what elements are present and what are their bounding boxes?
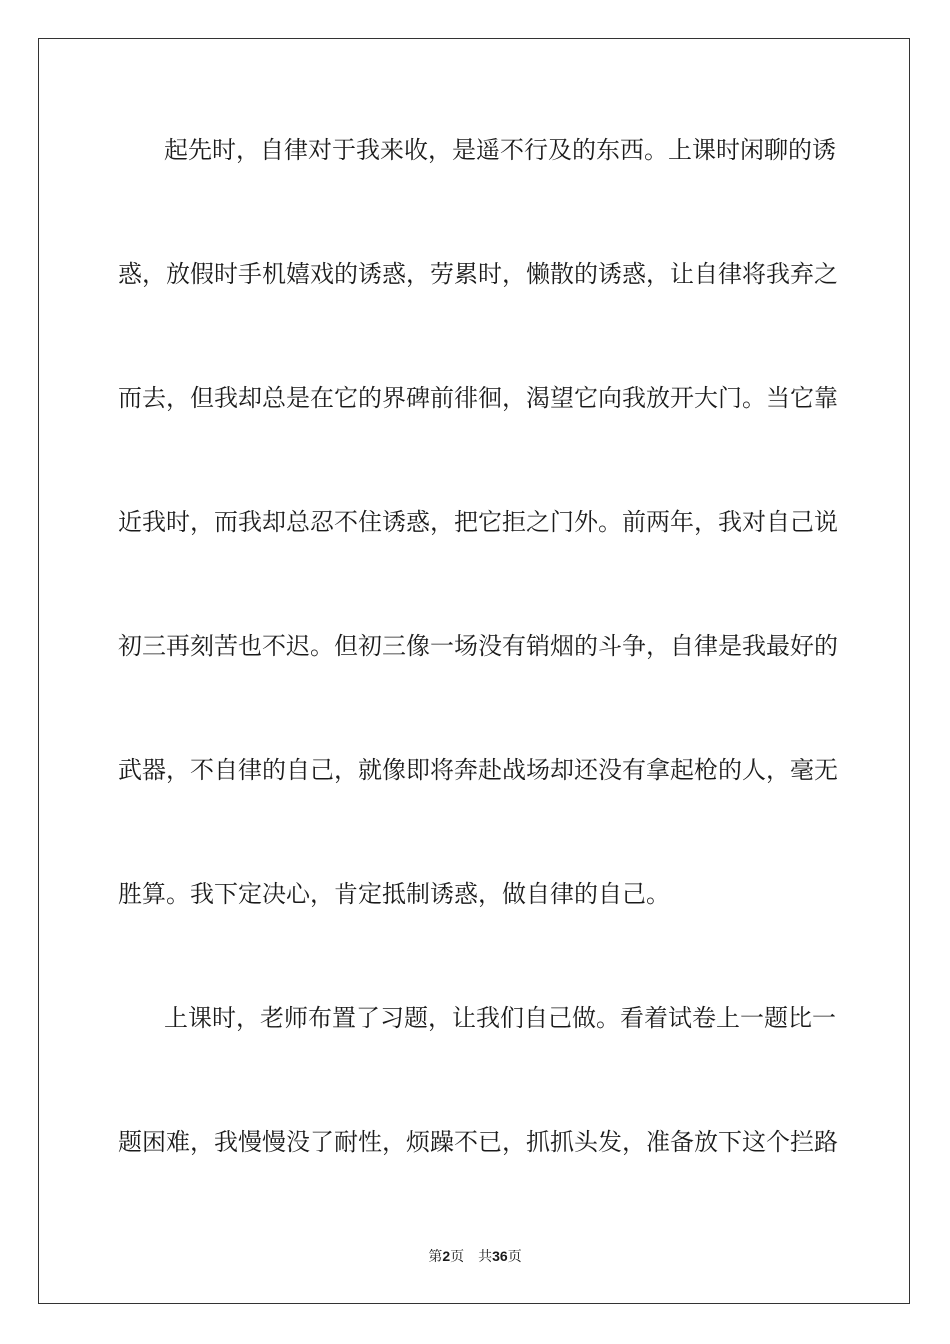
paragraph-1-line-7: 胜算。我下定决心，肯定抵制诱惑，做自律的自己。 [118, 880, 670, 908]
page-border [38, 38, 910, 1304]
paragraph-1-line-1: 起先时，自律对于我来收，是遥不行及的东西。上课时闲聊的诱 [164, 136, 836, 164]
paragraph-1-line-5: 初三再刻苦也不迟。但初三像一场没有销烟的斗争，自律是我最好的 [118, 632, 838, 660]
page-number: 2 [442, 1248, 451, 1264]
paragraph-2-line-1: 上课时，老师布置了习题，让我们自己做。看着试卷上一题比一 [164, 1004, 836, 1032]
page-footer [0, 1246, 950, 1267]
paragraph-1-line-3: 而去，但我却总是在它的界碑前徘徊，渴望它向我放开大门。当它靠 [118, 384, 838, 412]
paragraph-1-line-4: 近我时，而我却总忍不住诱惑，把它拒之门外。前两年，我对自己说 [118, 508, 838, 536]
total-suffix: 页 [507, 1249, 522, 1265]
paragraph-1-line-6: 武器，不自律的自己，就像即将奔赴战场却还没有拿起枪的人，毫无 [118, 756, 838, 784]
page-prefix: 第 [428, 1249, 443, 1265]
paragraph-1-line-2: 惑，放假时手机嬉戏的诱惑，劳累时，懒散的诱惑，让自律将我弃之 [118, 260, 838, 288]
paragraph-2-line-2: 题困难，我慢慢没了耐性，烦躁不已，抓抓头发，准备放下这个拦路 [118, 1128, 838, 1156]
total-pages: 36 [492, 1248, 508, 1264]
total-prefix: 共 [478, 1249, 493, 1265]
page-suffix: 页 [450, 1249, 465, 1265]
